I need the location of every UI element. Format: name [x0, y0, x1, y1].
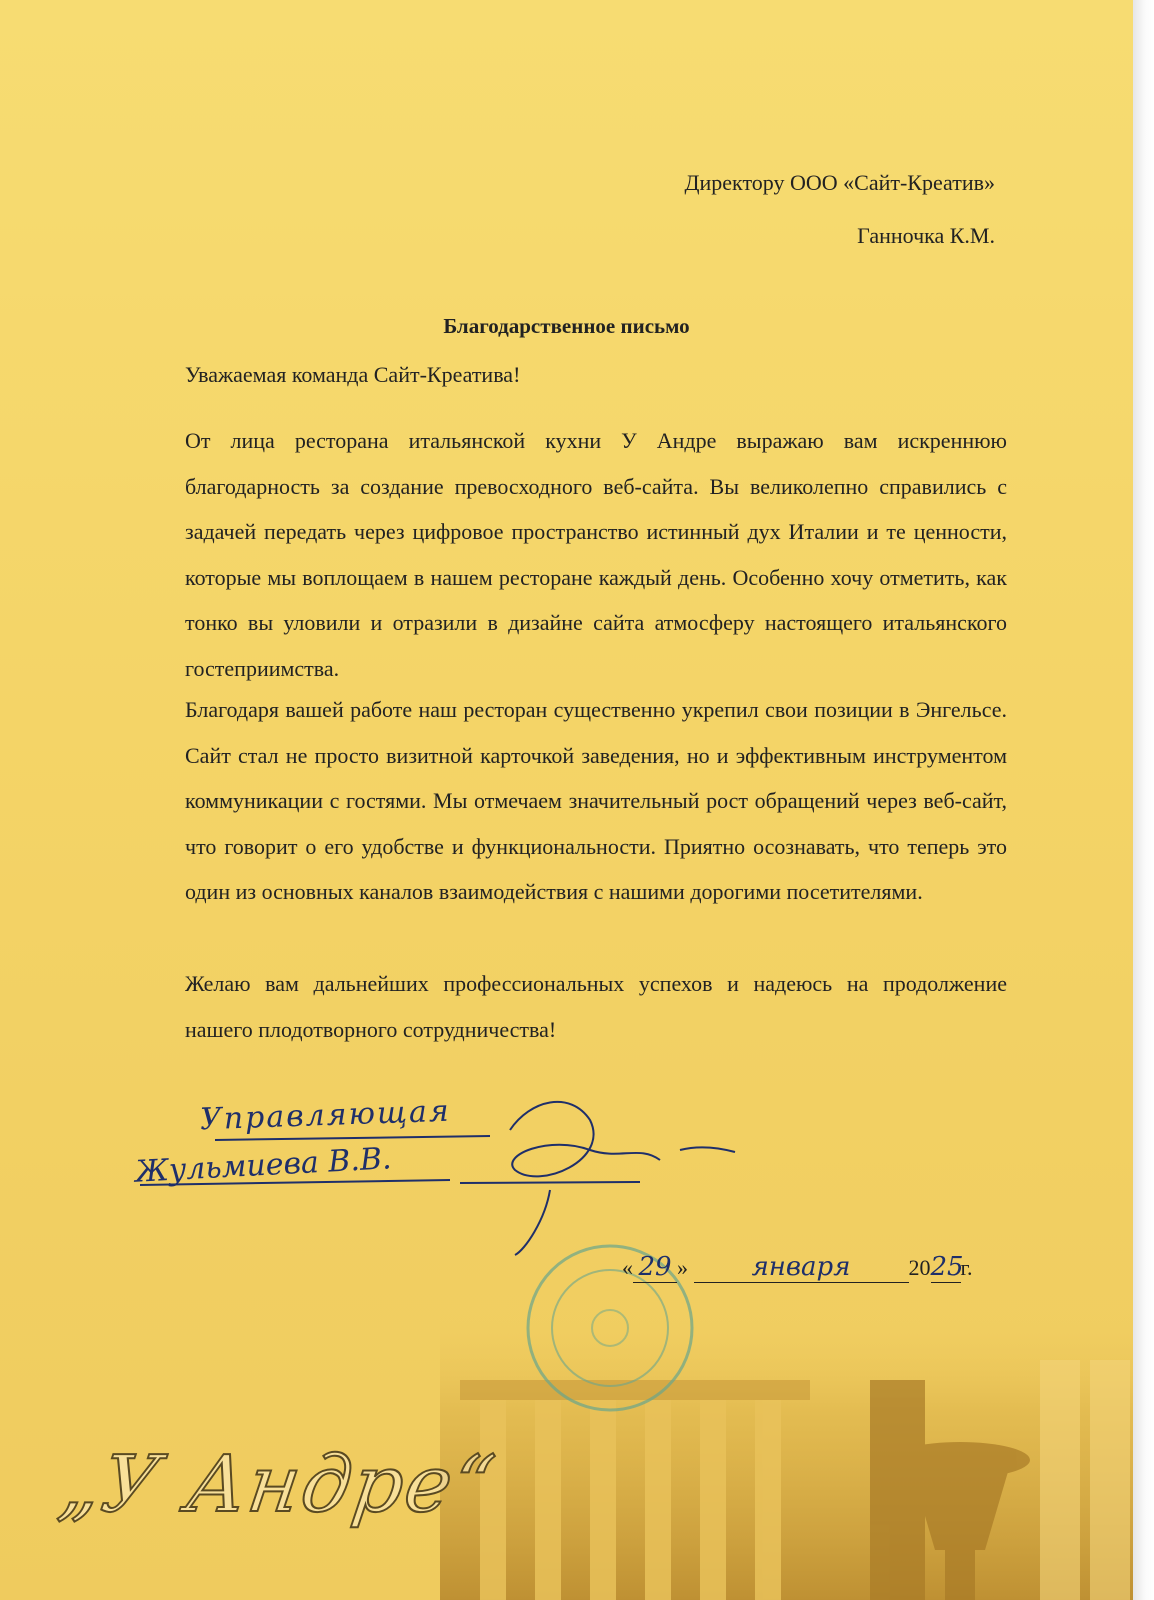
date-day: 29: [633, 1252, 677, 1283]
salutation: Уважаемая команда Сайт-Креатива!: [185, 362, 521, 387]
recipient-name: Ганночка К.М.: [857, 223, 995, 248]
paragraph-results: Благодаря вашей работе наш ресторан существенно укрепил свои позиции в Энгельсе. Сайт стал не просто визитной карточкой заведения, но и эффективным инструментом коммуникации с гостями. Мы отмечаем значительный рост обращений через веб-сайт, что говорит о его удобстве и функциональности. Приятно осознавать, что теперь это один из основных каналов взаимодействия с нашими дорогими посетителями.: [185, 697, 1007, 905]
date-open-quote: «: [622, 1255, 633, 1280]
restaurant-logo: „У Андре“: [53, 1440, 502, 1530]
date-close-quote: »: [677, 1255, 688, 1280]
date-year-mark: г.: [960, 1255, 973, 1280]
signer-name: Жульмиева В.В.: [134, 1141, 393, 1190]
paragraph-gratitude: От лица ресторана итальянской кухни У Андре выражаю вам искреннюю благодарность за создание превосходного веб-сайта. Вы великолепно справились с задачей передать через цифровое пространство истинный дух Италии и те ценности, которые мы воплощаем в нашем ресторане каждый день. Особенно хочу отметить, как тонко вы уловили и отразили в дизайне сайта атмосферу настоящего итальянского гостеприимства.: [185, 428, 1007, 681]
date-year-suffix: 25: [930, 1252, 964, 1282]
paragraph-wishes: Желаю вам дальнейших профессиональных успехов и надеюсь на продолжение нашего плодотворного сотрудничества!: [185, 971, 1007, 1042]
signer-position: Управляющая: [199, 1093, 452, 1138]
date-year-prefix: 20: [908, 1255, 931, 1280]
scan-edge: [1133, 0, 1154, 1600]
date-month: января: [694, 1252, 909, 1283]
recipient-position: Директору ООО «Сайт-Креатив»: [684, 170, 995, 195]
letter-date: [622, 1252, 973, 1283]
letter-title: Благодарственное письмо: [443, 314, 690, 338]
